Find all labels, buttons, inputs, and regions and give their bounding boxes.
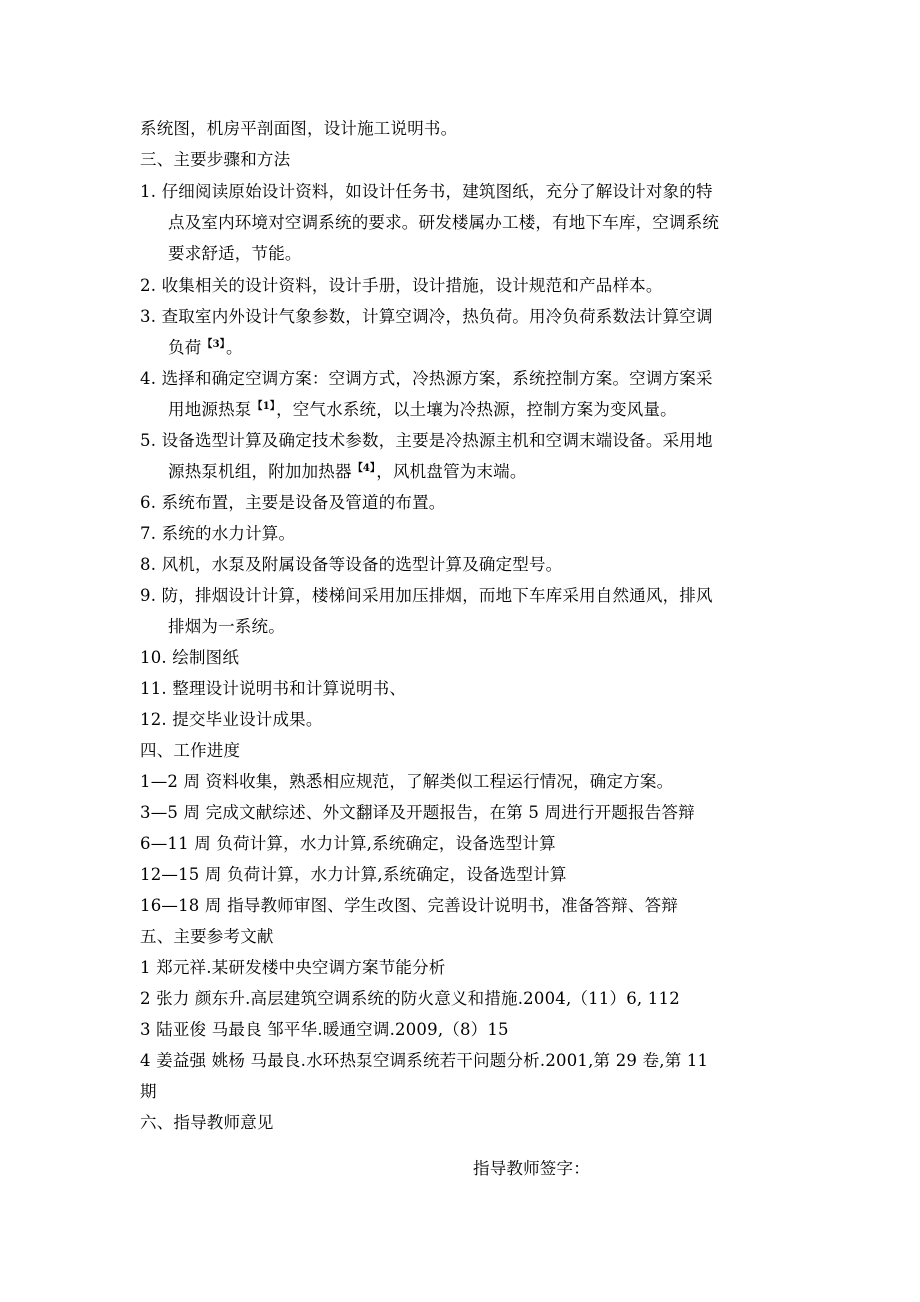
- reference-item: 4 姜益强 姚杨 马最良.水环热泵空调系统若干问题分析.2001,第 29 卷,第 11: [140, 1051, 709, 1070]
- schedule-row: 6—11 周 负荷计算，水力计算,系统确定，设备选型计算: [140, 834, 556, 853]
- citation-ref: 【1】: [252, 401, 276, 412]
- reference-item: 2 张力 颜东升.高层建筑空调系统的防火意义和措施.2004,（11）6, 112: [140, 989, 680, 1008]
- list-item-2: 2. 收集相关的设计资料，设计手册，设计措施，设计规范和产品样本。: [140, 276, 663, 295]
- list-item-1-cont: 点及室内环境对空调系统的要求。研发楼属办工楼，有地下车库，空调系统: [168, 213, 720, 232]
- text-span: ，空气水系统，以土壤为冷热源，控制方案为变风量。: [276, 400, 677, 419]
- citation-ref: 【3】: [202, 339, 225, 350]
- list-item-4: 4. 选择和确定空调方案：空调方式，冷热源方案，系统控制方案。空调方案采: [140, 369, 713, 388]
- schedule-row: 3—5 周 完成文献综述、外文翻译及开题报告，在第 5 周进行开题报告答辩: [140, 803, 695, 822]
- schedule-row: 16—18 周 指导教师审图、学生改图、完善设计说明书，准备答辩、答辩: [140, 896, 678, 915]
- advisor-signature-label: 指导教师签字：: [473, 1159, 590, 1178]
- list-item-10: 10. 绘制图纸: [140, 648, 240, 667]
- text-span: 源热泵机组，附加加热器: [168, 462, 352, 481]
- section-heading-advisor-opinion: 六、指导教师意见: [140, 1113, 274, 1132]
- section-heading-steps: 三、主要步骤和方法: [140, 150, 291, 169]
- list-item-8: 8. 风机，水泵及附属设备等设备的选型计算及确定型号。: [140, 555, 563, 574]
- text-span: 用地源热泵: [168, 400, 252, 419]
- list-item-9: 9. 防，排烟设计计算，楼梯间采用加压排烟，而地下车库采用自然通风，排风: [140, 586, 713, 605]
- text-line: 系统图，机房平剖面图，设计施工说明书。: [140, 119, 458, 138]
- list-item-9-cont: 排烟为一系统。: [168, 617, 285, 636]
- list-item-6: 6. 系统布置，主要是设备及管道的布置。: [140, 493, 446, 512]
- section-heading-references: 五、主要参考文献: [140, 927, 274, 946]
- list-item-1: 1. 仔细阅读原始设计资料，如设计任务书，建筑图纸，充分了解设计对象的特: [140, 182, 713, 201]
- list-item-12: 12. 提交毕业设计成果。: [140, 710, 323, 729]
- text-span: ，风机盘管为末端。: [376, 462, 527, 481]
- text-span: 负荷: [168, 338, 202, 357]
- list-item-3: 3. 查取室内外设计气象参数，计算空调冷，热负荷。用冷负荷系数法计算空调: [140, 307, 713, 326]
- citation-ref: 【4】: [352, 463, 376, 474]
- schedule-row: 1—2 周 资料收集，熟悉相应规范，了解类似工程运行情况，确定方案。: [140, 772, 674, 791]
- schedule-row: 12—15 周 负荷计算，水力计算,系统确定，设备选型计算: [140, 865, 567, 884]
- list-item-11: 11. 整理设计说明书和计算说明书、: [140, 679, 407, 698]
- reference-item: 1 郑元祥.某研发楼中央空调方案节能分析: [140, 958, 446, 977]
- reference-item-cont: 期: [140, 1082, 157, 1101]
- text-span: 。: [225, 338, 243, 357]
- list-item-3-cont: [168, 336, 243, 363]
- list-item-5: 5. 设备选型计算及确定技术参数，主要是冷热源主机和空调末端设备。采用地: [140, 431, 713, 450]
- list-item-5-cont: [168, 460, 527, 487]
- list-item-4-cont: [168, 398, 677, 425]
- list-item-1-cont: 要求舒适，节能。: [168, 244, 302, 263]
- list-item-7: 7. 系统的水力计算。: [140, 524, 296, 543]
- section-heading-schedule: 四、工作进度: [140, 741, 241, 760]
- reference-item: 3 陆亚俊 马最良 邹平华.暖通空调.2009,（8）15: [140, 1020, 509, 1039]
